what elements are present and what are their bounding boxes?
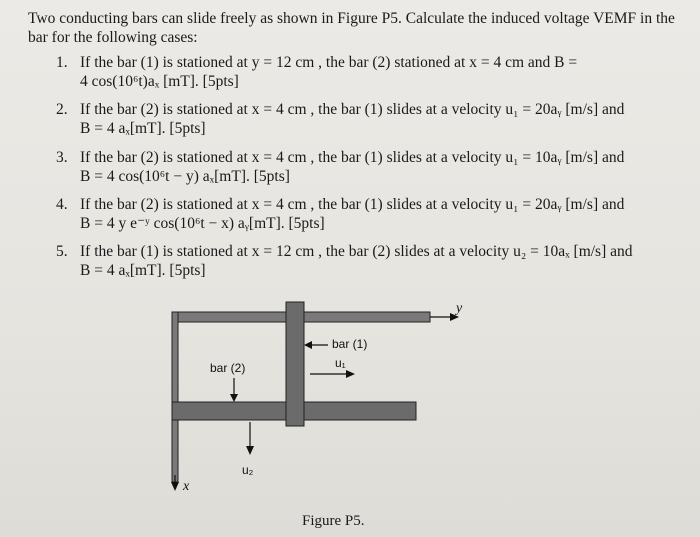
intro-text: Two conducting bars can slide freely as shown in Figure P5. Calculate the induced voltage VEMF in the bar for the following cases: bbox=[28, 10, 675, 46]
y-axis-label: y bbox=[456, 301, 463, 316]
problem-intro bbox=[28, 9, 688, 47]
case-number: 5. bbox=[56, 243, 68, 260]
case-number: 1. bbox=[56, 54, 68, 71]
case-4 bbox=[56, 195, 676, 233]
x-axis-label: x bbox=[183, 479, 190, 494]
case-line-2: 4 cos(10⁶t)aₓ [mT]. [5pts] bbox=[80, 73, 239, 90]
case-number: 2. bbox=[56, 101, 68, 118]
figure-caption: Figure P5. bbox=[302, 513, 365, 529]
case-number: 3. bbox=[56, 149, 68, 166]
case-line-2: B = 4 cos(10⁶t − y) aₓ[mT]. [5pts] bbox=[80, 168, 290, 185]
bar-2-label: bar (2) bbox=[210, 361, 246, 375]
case-5 bbox=[56, 242, 676, 280]
case-line-1: If the bar (2) is stationed at x = 4 cm , the bar (1) slides at a velocity u₁ = 20aᵧ [m/s] and bbox=[80, 101, 625, 118]
bar-1-pointer-arrowhead bbox=[304, 341, 312, 349]
case-line-1: If the bar (2) is stationed at x = 4 cm , the bar (1) slides at a velocity u₁ = 10aᵧ [m/s] and bbox=[80, 149, 625, 166]
x-axis-arrowhead bbox=[171, 482, 179, 491]
u2-arrowhead bbox=[246, 446, 254, 455]
case-2 bbox=[56, 100, 676, 138]
bar-1 bbox=[286, 302, 304, 426]
figure-p5-diagram bbox=[150, 290, 480, 500]
case-line-2: B = 4 aₓ[mT]. [5pts] bbox=[80, 120, 206, 137]
bar-1-label: bar (1) bbox=[332, 337, 368, 351]
u1-arrowhead bbox=[346, 370, 355, 378]
case-3 bbox=[56, 148, 676, 186]
case-line-2: B = 4 y e⁻ʸ cos(10⁶t − x) aᵧ[mT]. [5pts] bbox=[80, 215, 325, 232]
case-line-2: B = 4 aₓ[mT]. [5pts] bbox=[80, 262, 206, 279]
case-1 bbox=[56, 53, 676, 91]
case-number: 4. bbox=[56, 196, 68, 213]
bar-2-pointer-arrowhead bbox=[230, 394, 238, 402]
u1-label: u₁ bbox=[335, 356, 346, 370]
case-line-1: If the bar (2) is stationed at x = 4 cm , the bar (1) slides at a velocity u₁ = 20aᵧ [m/s] and bbox=[80, 196, 625, 213]
u2-label: u₂ bbox=[242, 463, 254, 477]
left-rail bbox=[172, 312, 178, 482]
case-line-1: If the bar (1) is stationed at y = 12 cm , the bar (2) stationed at x = 4 cm and B = bbox=[80, 54, 578, 71]
case-line-1: If the bar (1) is stationed at x = 12 cm , the bar (2) slides at a velocity u₂ = 10aₓ [m/s] and bbox=[80, 243, 633, 260]
